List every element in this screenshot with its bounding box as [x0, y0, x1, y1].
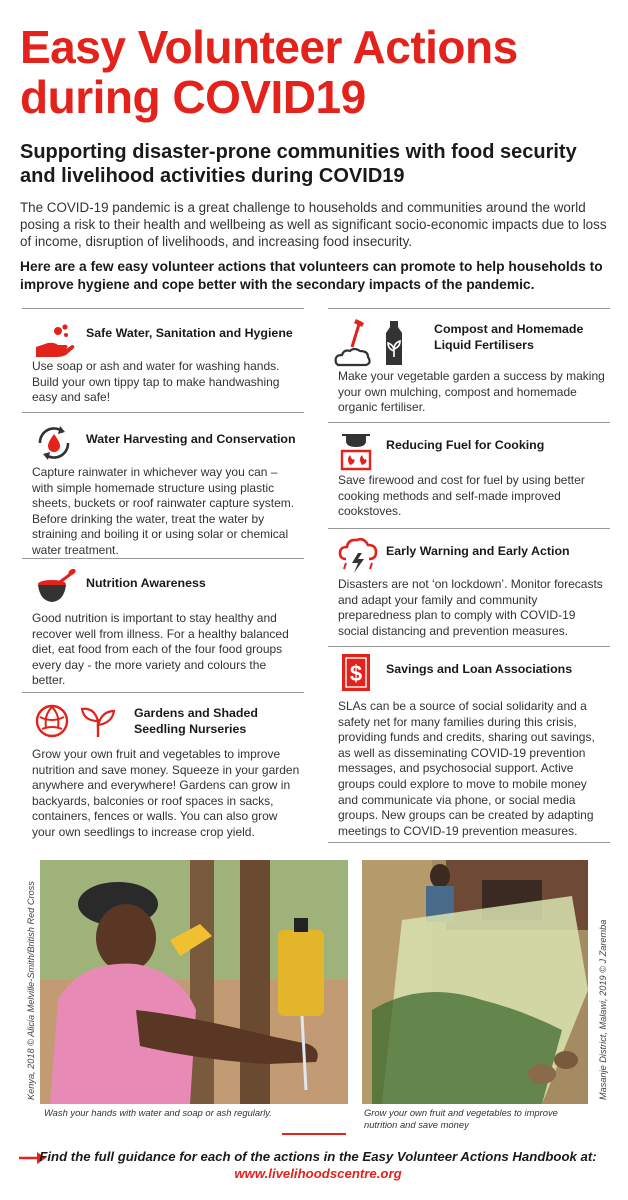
photo-garden-netting	[362, 860, 588, 1104]
photo-credit-left: Kenya, 2018 © Alicia Melville-Smith/British Red Cross	[26, 881, 36, 1100]
action-title: Gardens and Shaded Seedling Nurseries	[134, 706, 258, 736]
photo-credit-right: Masanje District, Malawi, 2019 © J Zaremba	[598, 919, 608, 1100]
compost-bottle-icon	[330, 317, 414, 369]
water-cycle-icon	[32, 423, 76, 463]
action-title: Safe Water, Sanitation and Hygiene	[86, 326, 293, 340]
action-compost	[328, 308, 610, 422]
page-title	[20, 22, 610, 122]
bowl-spoon-icon	[32, 567, 76, 607]
action-body: Use soap or ash and water for washing hands. Build your own tippy tap to make handwashing easy and safe!	[32, 359, 280, 405]
title-line-2: during COVID19	[20, 71, 366, 123]
action-title: Savings and Loan Associations	[386, 662, 573, 676]
action-body: Grow your own fruit and vegetables to improve nutrition and save money. Squeeze in your garden anywhere and everywhere! Gardens can grow in backyards, balconies or roof spaces in sacks, containers, fences or walls. You can also grow your own seedlings to increase crop yield.	[32, 747, 300, 839]
intro-paragraph: The COVID-19 pandemic is a great challenge to households and communities around the world posing a risk to their health and wellbeing as well as significant socio-economic impacts due to loss of income, disruption of livelihoods, and increasing food insecurity.	[20, 200, 607, 249]
action-title: Water Harvesting and Conservation	[86, 432, 296, 446]
handwashing-photo-illustration	[40, 860, 348, 1104]
action-body: Capture rainwater in whichever way you can – with simple homemade structure using plastic sheets, buckets or roof rainwater capture system. Before drinking the water, treat the water by straining and boiling it or using solar or chemical water treatment.	[32, 465, 295, 557]
action-water-harvesting	[22, 412, 304, 558]
action-early-warning	[328, 528, 610, 646]
column-bottom-rule	[328, 842, 610, 843]
footer-website-link[interactable]: www.livelihoodscentre.org	[234, 1166, 402, 1181]
hands-water-icon	[32, 321, 76, 361]
svg-text:$: $	[349, 661, 363, 686]
action-body: Disasters are not ‘on lockdown’. Monitor forecasts and adapt your family and community preparedness plan to comply with COVID-19 social distancing and prevention measures.	[338, 577, 603, 638]
garden-netting-photo-illustration	[362, 860, 588, 1104]
footer-divider	[282, 1133, 346, 1135]
action-savings-loan	[328, 646, 610, 842]
action-reducing-fuel	[328, 422, 610, 528]
cabbage-seedling-icon	[32, 701, 122, 741]
action-gardens	[22, 692, 304, 842]
action-body: Good nutrition is important to stay healthy and recover well from illness. For a healthy balanced diet, eat food from each of the four food groups every day - the more variety and colours the better.	[32, 611, 289, 688]
action-title: Early Warning and Early Action	[386, 544, 570, 558]
page-subtitle: Supporting disaster-prone communities with food security and livelihood activities during COVID19	[20, 141, 577, 187]
title-line-1: Easy Volunteer Actions	[20, 21, 518, 73]
action-title: Compost and Homemade Liquid Fertilisers	[434, 322, 584, 352]
action-body: Make your vegetable garden a success by making your own mulching, compost and homemade organic fertiliser.	[338, 369, 605, 415]
footer-guidance-text: Find the full guidance for each of the actions in the Easy Volunteer Actions Handbook at:	[39, 1149, 597, 1164]
cooking-stove-icon	[338, 431, 382, 471]
action-title: Nutrition Awareness	[86, 576, 206, 590]
photo-handwashing	[40, 860, 348, 1104]
action-title: Reducing Fuel for Cooking	[386, 438, 545, 452]
storm-cloud-icon	[338, 535, 382, 575]
photo-caption-right: Grow your own fruit and vegetables to improve nutrition and save money	[364, 1107, 558, 1130]
footer	[18, 1149, 618, 1181]
photo-caption-left: Wash your hands with water and soap or ash regularly.	[44, 1107, 272, 1118]
action-safe-water	[22, 308, 304, 412]
lead-paragraph: Here are a few easy volunteer actions that volunteers can promote to help households to improve hygiene and cope better with the secondary impacts of the pandemic.	[20, 259, 603, 292]
action-body: Save firewood and cost for fuel by using better cooking methods and self-made improved cookstoves.	[338, 473, 585, 519]
action-body: SLAs can be a source of social solidarity and a safety net for many families during this crisis, providing funds and credits, sharing out savings, as well as disseminating COVID-19 prevention messages, and psychosocial support. Active groups could explore to move to mobile money and communicate via phone, or social media groups. New groups can be created by adapting meetings to COVID-19 prevention measures.	[338, 699, 595, 838]
dollar-sign-icon	[338, 653, 382, 693]
action-nutrition	[22, 558, 304, 692]
